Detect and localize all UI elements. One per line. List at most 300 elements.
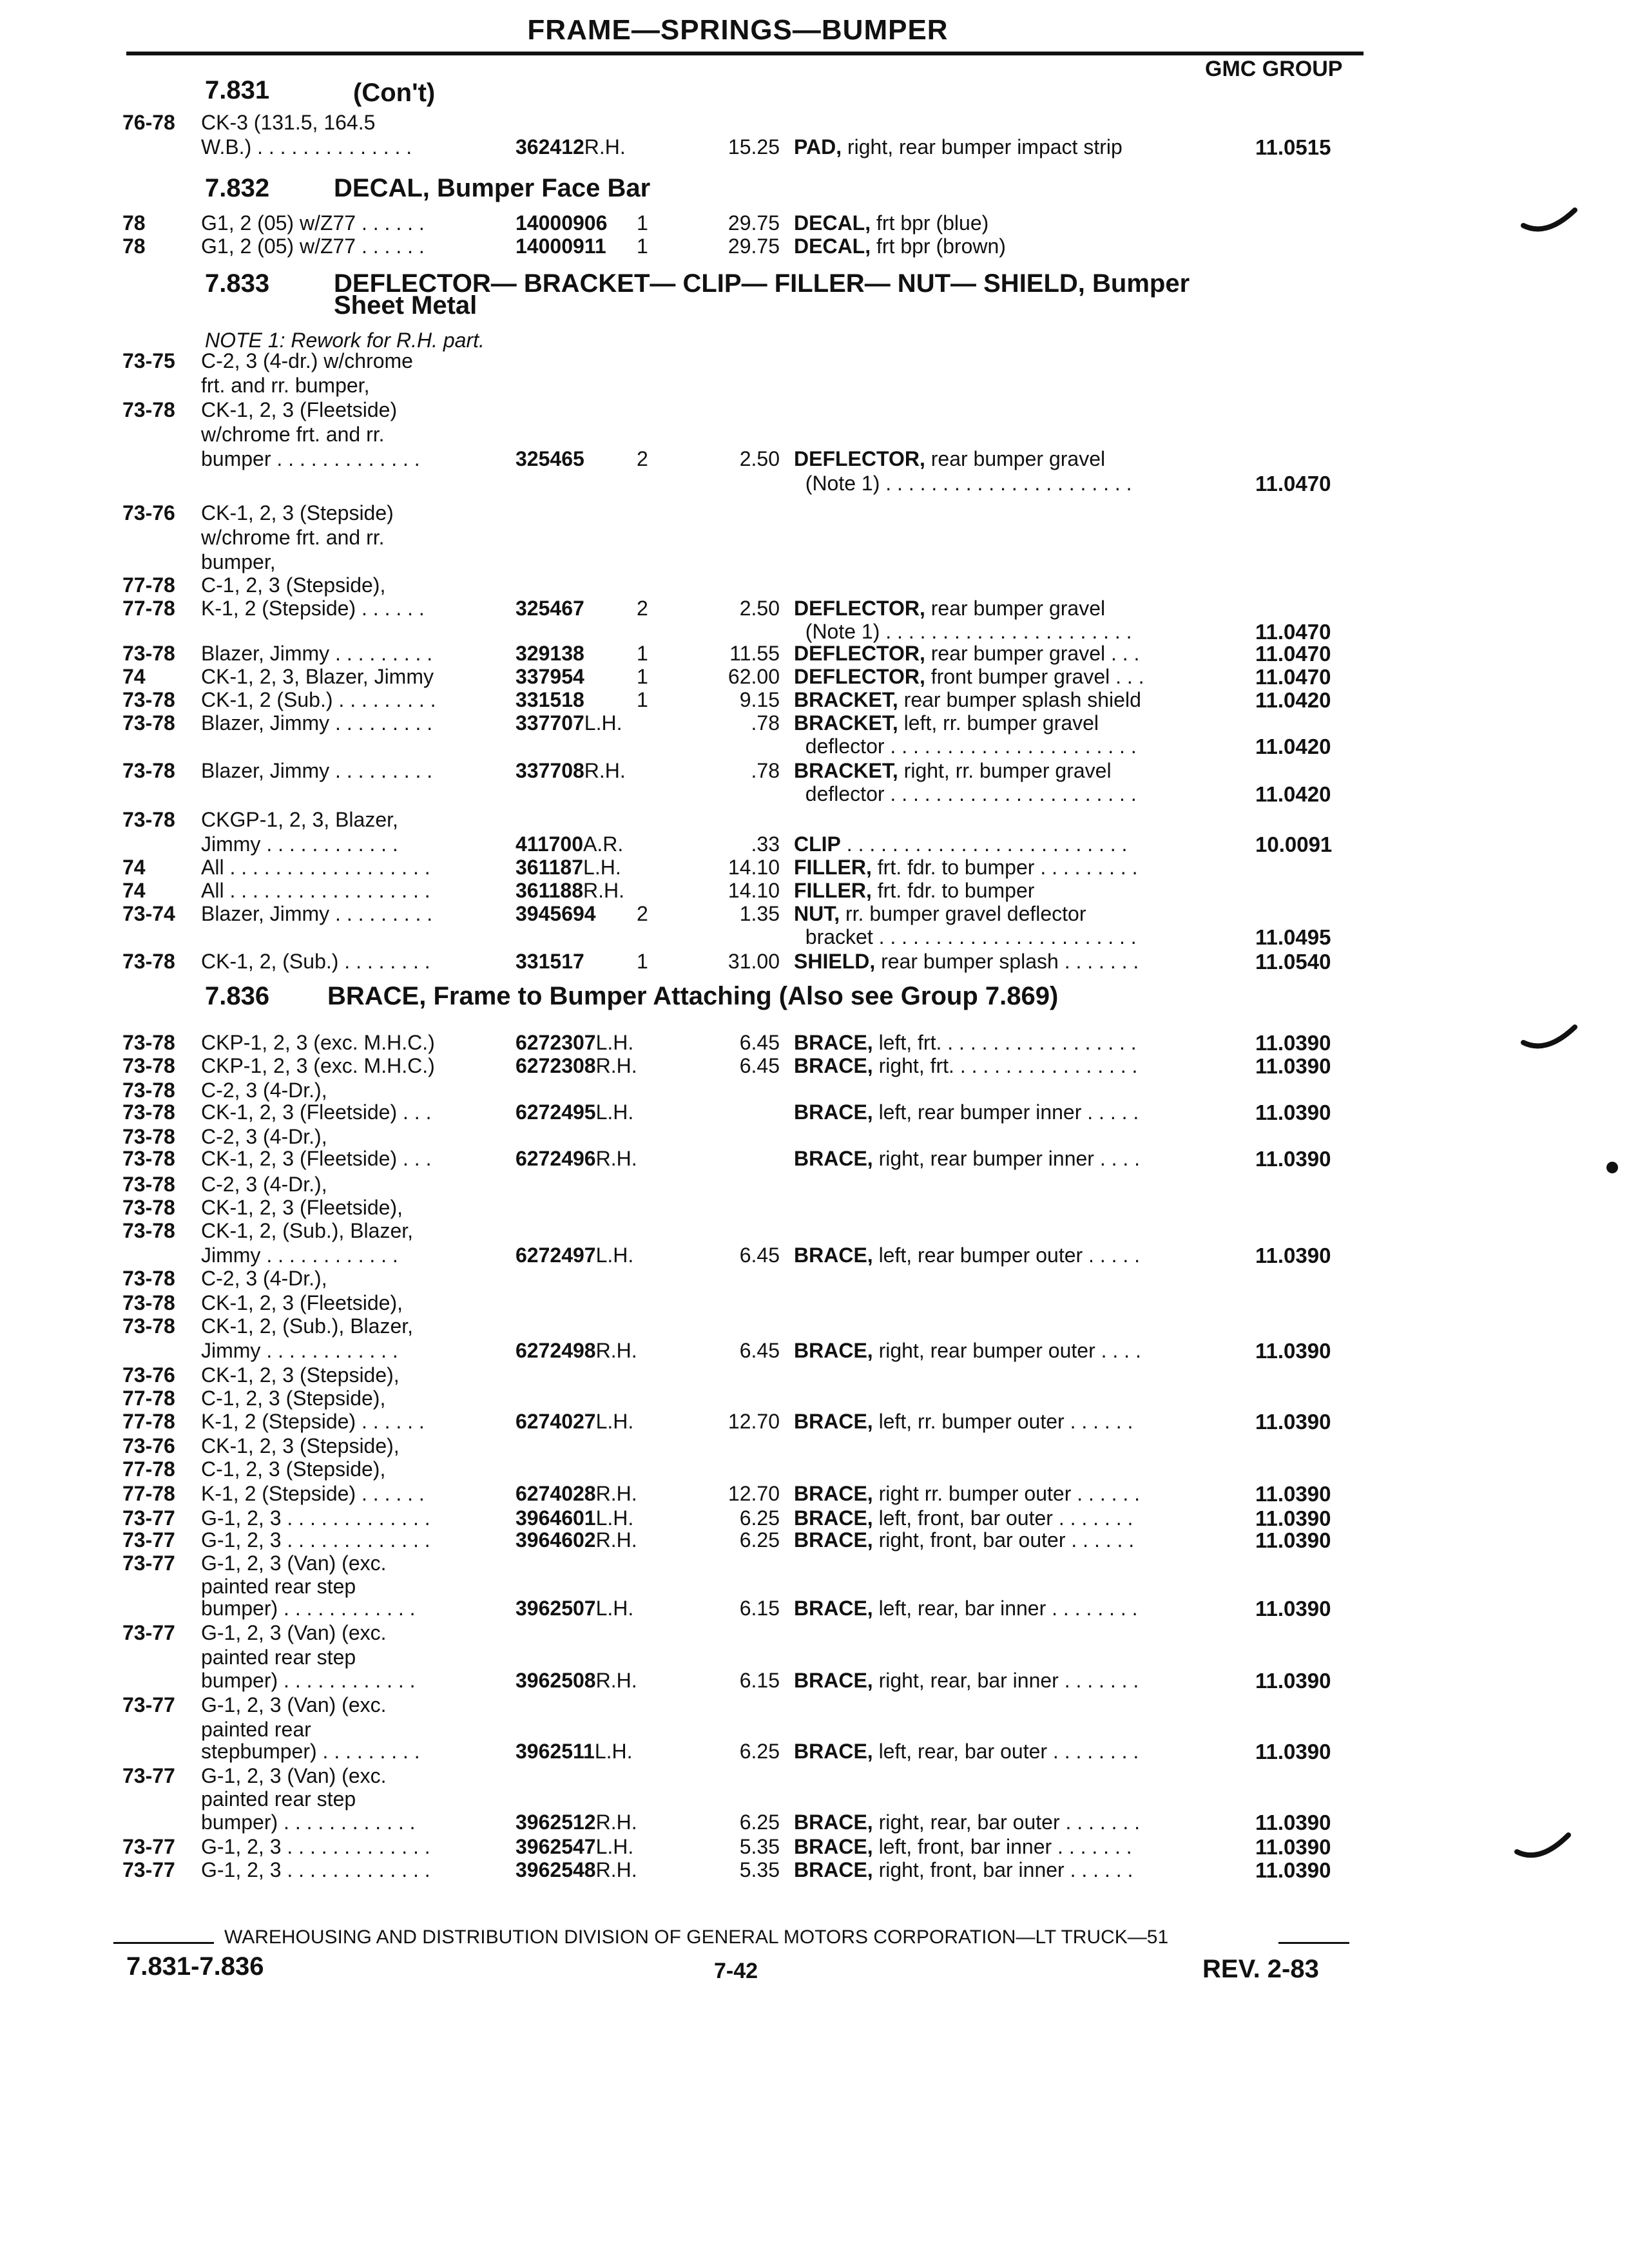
side-code: A.R. <box>583 832 624 856</box>
model-year: 73-78 <box>122 950 175 973</box>
part-name: BRACE, <box>794 1100 873 1124</box>
model-year: 73-76 <box>122 501 175 524</box>
part-number <box>516 759 626 783</box>
side-code: R.H. <box>595 1482 637 1505</box>
price: 5.35 <box>739 1835 780 1858</box>
part-detail: rear bumper splash shield <box>898 688 1141 711</box>
side-code: R.H. <box>595 1669 637 1692</box>
part-number <box>516 1811 637 1834</box>
model-description: painted rear step <box>201 1575 356 1598</box>
part-number-value: 3945694 <box>516 902 596 925</box>
model-description: G-1, 2, 3 . . . . . . . . . . . . . <box>201 1528 430 1552</box>
model-description: G-1, 2, 3 (Van) (exc. <box>201 1693 387 1716</box>
part-name: BRACKET, <box>794 711 898 735</box>
table-row <box>0 1314 1629 1340</box>
price: 2.50 <box>739 447 780 470</box>
part-number <box>516 1339 637 1363</box>
group-number: 11.0390 <box>1255 1740 1331 1763</box>
side-code: R.H. <box>584 135 626 159</box>
table-row <box>0 782 1629 808</box>
part-detail: (Note 1) . . . . . . . . . . . . . . . . . . . . . . <box>794 472 1132 495</box>
price: 6.25 <box>739 1740 780 1763</box>
section-title: BRACE, Frame to Bumper Attaching (Also see Group 7.869) <box>327 982 1059 1010</box>
part-description <box>794 1669 1139 1693</box>
part-number-value: 331518 <box>516 688 584 711</box>
side-code: L.H. <box>595 1410 634 1433</box>
part-detail: rear bumper gravel <box>925 447 1106 470</box>
part-name: BRACE, <box>794 1482 873 1505</box>
section-title-cont: Sheet Metal <box>334 291 477 320</box>
model-year: 73-77 <box>122 1621 175 1644</box>
part-number-value: 411700 <box>516 832 584 856</box>
model-description: All . . . . . . . . . . . . . . . . . . <box>201 856 430 879</box>
group-number: 11.0420 <box>1255 688 1331 712</box>
table-row <box>0 1244 1629 1269</box>
part-description <box>794 759 1112 783</box>
table-row <box>0 501 1629 527</box>
model-description: painted rear <box>201 1718 311 1741</box>
footer-rule-right <box>1278 1942 1349 1944</box>
part-description <box>794 735 1137 758</box>
part-detail: rear bumper gravel . . . <box>925 642 1140 665</box>
part-description <box>794 902 1086 926</box>
part-name: BRACE, <box>794 1811 873 1834</box>
part-number-value: 6272495 <box>516 1100 596 1124</box>
model-description: bumper) . . . . . . . . . . . . <box>201 1811 416 1834</box>
part-description <box>794 1528 1134 1552</box>
model-year: 73-78 <box>122 398 175 421</box>
section-number: 7.836 <box>205 982 270 1010</box>
part-detail: frt. fdr. to bumper . . . . . . . . . <box>871 856 1138 879</box>
price: .78 <box>751 711 780 735</box>
part-description <box>794 782 1137 806</box>
model-year: 73-76 <box>122 1363 175 1387</box>
model-year: 77-78 <box>122 597 175 620</box>
group-number: 11.0470 <box>1255 642 1331 666</box>
part-name: BRACE, <box>794 1835 873 1858</box>
page-number: 7-42 <box>714 1959 758 1983</box>
table-row <box>0 735 1629 760</box>
part-number <box>516 1669 637 1693</box>
part-description <box>794 688 1141 712</box>
model-year: 73-77 <box>122 1835 175 1858</box>
model-description: C-2, 3 (4-dr.) w/chrome <box>201 349 413 372</box>
part-name: BRACKET, <box>794 759 898 782</box>
model-year: 73-77 <box>122 1858 175 1881</box>
part-number-value: 3962548 <box>516 1858 596 1881</box>
model-description: Jimmy . . . . . . . . . . . . <box>201 1244 398 1267</box>
table-row <box>0 447 1629 473</box>
part-description <box>794 211 988 235</box>
model-year: 74 <box>122 665 146 688</box>
part-detail: left, frt. . . . . . . . . . . . . . . . . . <box>872 1031 1137 1054</box>
part-number <box>516 950 584 974</box>
group-number: 11.0470 <box>1255 472 1331 495</box>
part-name: BRACE, <box>794 1597 873 1620</box>
part-number-value: 6274027 <box>516 1410 596 1433</box>
side-code: L.H. <box>584 711 622 735</box>
model-year: 73-77 <box>122 1764 175 1787</box>
model-year: 73-78 <box>122 1125 175 1148</box>
part-detail: rr. bumper gravel deflector <box>840 902 1086 925</box>
footer-rule-left <box>113 1942 214 1944</box>
part-detail: left, front, bar outer . . . . . . . <box>872 1506 1133 1530</box>
model-year: 73-78 <box>122 1291 175 1314</box>
part-number-value: 14000906 <box>516 211 608 235</box>
part-number-value: 337707 <box>516 711 584 735</box>
part-detail: right, front, bar outer . . . . . . <box>872 1528 1135 1552</box>
part-name: BRACE, <box>794 1410 873 1433</box>
part-number-value: 14000911 <box>516 235 606 258</box>
table-row <box>0 1387 1629 1412</box>
part-detail: deflector . . . . . . . . . . . . . . . . . . . . . . <box>794 782 1137 805</box>
model-description: G-1, 2, 3 . . . . . . . . . . . . . <box>201 1506 430 1530</box>
part-detail: right rr. bumper outer . . . . . . <box>872 1482 1141 1505</box>
model-description: CK-1, 2, (Sub.), Blazer, <box>201 1219 414 1242</box>
table-row <box>0 472 1629 497</box>
group-number: 11.0390 <box>1255 1858 1331 1882</box>
side-code: L.H. <box>595 1597 634 1620</box>
table-row <box>0 1858 1629 1884</box>
part-name: BRACE, <box>794 1147 873 1170</box>
part-number <box>516 1506 633 1530</box>
part-number <box>516 1031 633 1055</box>
part-description <box>794 1339 1141 1363</box>
group-number: 11.0390 <box>1255 1100 1331 1124</box>
part-description <box>794 1244 1140 1267</box>
model-year: 73-78 <box>122 642 175 665</box>
part-number <box>516 1528 637 1552</box>
check-mark-icon <box>1521 1023 1579 1062</box>
model-year: 78 <box>122 211 146 235</box>
part-number-value: 361187 <box>516 856 584 879</box>
part-detail: right, frt. . . . . . . . . . . . . . . . . <box>872 1054 1138 1077</box>
model-year: 73-77 <box>122 1506 175 1530</box>
model-description: C-1, 2, 3 (Stepside), <box>201 1457 386 1481</box>
group-number: 11.0420 <box>1255 782 1331 806</box>
model-description: K-1, 2 (Stepside) . . . . . . <box>201 1482 425 1505</box>
part-description <box>794 135 1123 159</box>
model-year: 73-75 <box>122 349 175 372</box>
model-description: CK-1, 2, 3 (Fleetside), <box>201 1291 403 1314</box>
model-description: CK-1, 2, 3 (Fleetside) <box>201 398 398 421</box>
part-number-value: 6272496 <box>516 1147 596 1170</box>
group-number: 11.0390 <box>1255 1669 1331 1693</box>
part-number <box>516 832 623 856</box>
part-name: BRACE, <box>794 1528 873 1552</box>
part-description <box>794 1597 1138 1620</box>
part-number-value: 6272308 <box>516 1054 596 1077</box>
part-name: DEFLECTOR, <box>794 447 925 470</box>
model-description: CK-1, 2, 3 (Fleetside) . . . <box>201 1100 432 1124</box>
part-detail: right, front, bar inner . . . . . . <box>872 1858 1133 1881</box>
group-number: 11.0390 <box>1255 1031 1331 1055</box>
part-number <box>516 902 596 926</box>
part-name: CLIP <box>794 832 841 856</box>
part-name: NUT, <box>794 902 840 925</box>
part-number <box>516 1597 633 1620</box>
model-year: 76-78 <box>122 111 175 134</box>
side-code: L.H. <box>583 856 621 879</box>
model-description: G-1, 2, 3 . . . . . . . . . . . . . <box>201 1858 430 1881</box>
part-number <box>516 711 622 735</box>
part-description <box>794 856 1137 879</box>
table-row <box>0 1434 1629 1460</box>
part-detail: . . . . . . . . . . . . . . . . . . . . . . . . . <box>840 832 1128 856</box>
table-row <box>0 1339 1629 1365</box>
table-row <box>0 423 1629 448</box>
part-name: BRACE, <box>794 1031 873 1054</box>
note-1: NOTE 1: Rework for R.H. part. <box>205 329 485 352</box>
model-year: 73-78 <box>122 1054 175 1077</box>
group-number: 11.0390 <box>1255 1410 1331 1434</box>
table-row <box>0 1835 1629 1861</box>
model-description: W.B.) . . . . . . . . . . . . . . <box>201 135 412 159</box>
model-year: 73-76 <box>122 1434 175 1457</box>
model-description: CK-3 (131.5, 164.5 <box>201 111 376 134</box>
table-row <box>0 1363 1629 1389</box>
table-row <box>0 1457 1629 1483</box>
model-year: 78 <box>122 235 146 258</box>
part-detail: left, rr. bumper gravel <box>898 711 1099 735</box>
model-description: CKP-1, 2, 3 (exc. M.H.C.) <box>201 1054 435 1077</box>
model-description: Jimmy . . . . . . . . . . . . <box>201 1339 398 1362</box>
part-number <box>516 1147 637 1171</box>
part-number-value: 3962511 <box>516 1740 595 1763</box>
part-description <box>794 235 1006 258</box>
price: 6.25 <box>739 1506 780 1530</box>
price: 62.00 <box>728 665 780 688</box>
model-year: 73-78 <box>122 1079 175 1102</box>
part-number-value: 3962508 <box>516 1669 596 1692</box>
model-description: w/chrome frt. and rr. <box>201 423 385 446</box>
part-detail: frt bpr (brown) <box>871 235 1006 258</box>
model-year: 73-77 <box>122 1693 175 1716</box>
group-number: 11.0495 <box>1255 925 1331 949</box>
part-description <box>794 472 1132 495</box>
part-name: FILLER, <box>794 879 872 902</box>
part-detail: left, front, bar inner . . . . . . . <box>872 1835 1132 1858</box>
model-description: CK-1, 2 (Sub.) . . . . . . . . . <box>201 688 436 711</box>
price: 6.15 <box>739 1669 780 1692</box>
side-code: R.H. <box>595 1528 637 1552</box>
table-row <box>0 573 1629 599</box>
model-year: 73-78 <box>122 1219 175 1242</box>
model-description: CK-1, 2, 3 (Stepside), <box>201 1434 400 1457</box>
part-description <box>794 832 1127 856</box>
part-detail: right, rear bumper inner . . . . <box>872 1147 1141 1170</box>
part-name: BRACE, <box>794 1054 873 1077</box>
table-row <box>0 642 1629 668</box>
side-code: L.H. <box>595 1835 634 1858</box>
part-number-value: 3964601 <box>516 1506 596 1530</box>
price: 6.45 <box>739 1031 780 1054</box>
table-row <box>0 1031 1629 1057</box>
table-row <box>0 235 1629 260</box>
part-number <box>516 1858 637 1882</box>
side-code: R.H. <box>595 1858 637 1881</box>
table-row <box>0 1621 1629 1647</box>
part-detail: rear bumper splash . . . . . . . <box>875 950 1139 973</box>
part-description <box>794 1031 1137 1055</box>
part-name: DECAL, <box>794 235 871 258</box>
part-number <box>516 135 626 159</box>
section-title: (Con't) <box>353 79 436 107</box>
group-number: 11.0390 <box>1255 1244 1331 1267</box>
part-name: PAD, <box>794 135 842 159</box>
table-row <box>0 711 1629 737</box>
model-description: bumper) . . . . . . . . . . . . <box>201 1669 416 1692</box>
part-number-value: 337954 <box>516 665 584 688</box>
model-description: stepbumper) . . . . . . . . . <box>201 1740 420 1763</box>
quantity: 2 <box>637 597 648 620</box>
check-mark-icon <box>1514 1830 1572 1869</box>
model-year: 73-77 <box>122 1528 175 1552</box>
model-description: CK-1, 2, 3 (Stepside), <box>201 1363 400 1387</box>
side-code: L.H. <box>595 1244 634 1267</box>
price: 31.00 <box>728 950 780 973</box>
group-number: 11.0390 <box>1255 1147 1331 1171</box>
model-description: CK-1, 2, 3 (Fleetside) . . . <box>201 1147 432 1170</box>
price: 9.15 <box>739 688 780 711</box>
model-description: bumper) . . . . . . . . . . . . <box>201 1597 416 1620</box>
model-description: C-1, 2, 3 (Stepside), <box>201 1387 386 1410</box>
group-number: 11.0390 <box>1255 1528 1331 1552</box>
price: 11.55 <box>729 642 780 665</box>
table-row <box>0 349 1629 375</box>
price: .33 <box>751 832 780 856</box>
part-detail: bracket . . . . . . . . . . . . . . . . . . . . . . . <box>794 925 1137 948</box>
quantity: 1 <box>637 235 648 258</box>
table-row <box>0 550 1629 576</box>
table-row <box>0 688 1629 714</box>
side-code: L.H. <box>595 1031 634 1054</box>
model-description: All . . . . . . . . . . . . . . . . . . <box>201 879 430 902</box>
model-year: 73-78 <box>122 688 175 711</box>
table-row <box>0 398 1629 424</box>
part-description <box>794 1740 1139 1763</box>
table-row <box>0 1764 1629 1790</box>
part-number-value: 6274028 <box>516 1482 596 1505</box>
part-number-value: 337708 <box>516 759 584 782</box>
part-detail: rear bumper gravel <box>925 597 1106 620</box>
part-name: BRACE, <box>794 1740 873 1763</box>
check-mark-icon <box>1521 206 1579 245</box>
model-description: G1, 2 (05) w/Z77 . . . . . . <box>201 211 425 235</box>
part-description <box>794 950 1139 974</box>
table-row <box>0 1528 1629 1554</box>
part-name: BRACE, <box>794 1506 873 1530</box>
price: 12.70 <box>728 1482 780 1505</box>
price: 1.35 <box>739 902 780 925</box>
dot-mark-icon <box>1605 1160 1620 1175</box>
price: 6.15 <box>739 1597 780 1620</box>
model-description: Blazer, Jimmy . . . . . . . . . <box>201 642 433 665</box>
model-description: C-2, 3 (4-Dr.), <box>201 1125 327 1148</box>
model-description: C-2, 3 (4-Dr.), <box>201 1173 327 1196</box>
part-number-value: 325465 <box>516 447 584 470</box>
part-number-value: 362412 <box>516 135 584 159</box>
part-description <box>794 642 1139 666</box>
table-row <box>0 1787 1629 1813</box>
quantity: 2 <box>637 902 648 925</box>
table-row <box>0 1267 1629 1293</box>
model-year: 73-78 <box>122 808 175 831</box>
side-code: R.H. <box>595 1339 637 1362</box>
part-number <box>516 856 621 879</box>
model-year: 73-78 <box>122 1196 175 1219</box>
group-number: 11.0390 <box>1255 1811 1331 1834</box>
quantity: 1 <box>637 665 648 688</box>
side-code: L.H. <box>594 1740 633 1763</box>
model-description: Jimmy . . . . . . . . . . . . <box>201 832 398 856</box>
part-description <box>794 1100 1139 1124</box>
model-year: 77-78 <box>122 1482 175 1505</box>
part-detail: right, rear, bar inner . . . . . . . <box>872 1669 1139 1692</box>
table-row <box>0 1669 1629 1695</box>
side-code: R.H. <box>583 879 625 902</box>
part-description <box>794 1858 1133 1882</box>
table-row <box>0 135 1629 161</box>
table-row <box>0 1291 1629 1317</box>
price: 6.45 <box>739 1339 780 1362</box>
model-year: 73-74 <box>122 902 175 925</box>
part-description <box>794 1410 1133 1434</box>
group-number: 11.0390 <box>1255 1835 1331 1859</box>
part-number-value: 3962547 <box>516 1835 596 1858</box>
model-year: 73-78 <box>122 1100 175 1124</box>
group-number: 11.0540 <box>1255 950 1331 974</box>
model-description: Blazer, Jimmy . . . . . . . . . <box>201 711 433 735</box>
group-label: GMC GROUP <box>1205 57 1343 81</box>
model-description: CKGP-1, 2, 3, Blazer, <box>201 808 398 831</box>
model-year: 73-78 <box>122 1173 175 1196</box>
price: 14.10 <box>728 879 780 902</box>
part-number-value: 6272498 <box>516 1339 596 1362</box>
table-row <box>0 1646 1629 1671</box>
table-row <box>0 665 1629 691</box>
section-number: 7.832 <box>205 174 270 202</box>
part-number-value: 325467 <box>516 597 584 620</box>
table-row <box>0 902 1629 928</box>
part-description <box>794 711 1099 735</box>
model-description: Blazer, Jimmy . . . . . . . . . <box>201 759 433 782</box>
quantity: 1 <box>637 211 648 235</box>
part-description <box>794 447 1105 471</box>
part-name: DEFLECTOR, <box>794 642 925 665</box>
part-description <box>794 1835 1132 1859</box>
header-rule <box>126 52 1364 55</box>
part-description <box>794 597 1105 620</box>
part-name: BRACE, <box>794 1244 873 1267</box>
price: 29.75 <box>728 211 780 235</box>
page-range: 7.831-7.836 <box>126 1952 264 1981</box>
model-description: C-2, 3 (4-Dr.), <box>201 1079 327 1102</box>
part-name: BRACE, <box>794 1858 873 1881</box>
part-detail: deflector . . . . . . . . . . . . . . . . . . . . . . <box>794 735 1137 758</box>
table-row <box>0 1219 1629 1245</box>
group-number: 11.0390 <box>1255 1506 1331 1530</box>
model-description: G-1, 2, 3 (Van) (exc. <box>201 1621 387 1644</box>
part-description <box>794 925 1137 949</box>
part-name: FILLER, <box>794 856 872 879</box>
section-number: 7.833 <box>205 269 270 298</box>
price: 12.70 <box>728 1410 780 1433</box>
model-description: CKP-1, 2, 3 (exc. M.H.C.) <box>201 1031 435 1054</box>
part-number-value: 331517 <box>516 950 584 973</box>
part-detail: right, rear bumper outer . . . . <box>872 1339 1141 1362</box>
part-detail: right, rear, bar outer . . . . . . . <box>872 1811 1141 1834</box>
